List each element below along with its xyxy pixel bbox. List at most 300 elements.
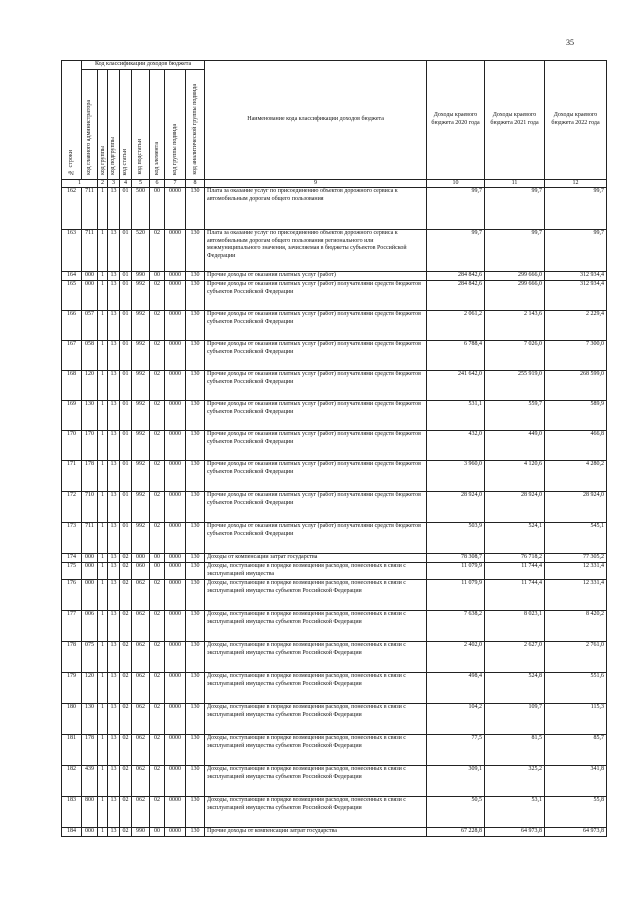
code-group: 1 [98,341,108,371]
row-number: 168 [62,371,82,401]
revenue-name: Прочие доходы от оказания платных услуг (работ) получателями средств бюджетов субъектов Российской Федерации [205,341,427,371]
code-analytic-group: 130 [186,704,205,735]
amount-2021: 8 023,1 [485,611,545,642]
amount-2021: 2 143,6 [485,311,545,341]
code-admin: 006 [82,611,98,642]
code-element: 02 [150,230,165,272]
row-number: 169 [62,401,82,431]
header-code-element: код элемента [150,69,165,179]
amount-2022: 55,8 [545,797,607,828]
code-subgroup: 13 [108,580,120,611]
amount-2022: 115,3 [545,704,607,735]
amount-2021: 255 919,0 [485,371,545,401]
code-article: 01 [120,281,132,311]
code-group: 1 [98,580,108,611]
code-subarticle: 520 [132,230,150,272]
code-group: 1 [98,401,108,431]
amount-2022: 312 934,4 [545,281,607,311]
revenue-name: Доходы, поступающие в порядке возмещения расходов, понесенных в связи с эксплуатацией имущества субъектов Российской Федерации [205,580,427,611]
code-admin: 075 [82,642,98,673]
amount-2021: 449,0 [485,431,545,461]
column-number-row [62,179,607,188]
code-admin: 439 [82,766,98,797]
amount-2020: 99,7 [427,188,485,230]
revenue-name: Прочие доходы от оказания платных услуг (работ) получателями средств бюджетов субъектов Российской Федерации [205,523,427,554]
amount-2020: 77,5 [427,735,485,766]
code-article: 02 [120,735,132,766]
amount-2022: 341,8 [545,766,607,797]
code-analytic-group: 130 [186,797,205,828]
amount-2022: 2 229,4 [545,311,607,341]
header-year-2021: Доходы краевого бюджета 2021 года [485,61,545,180]
code-subtype-group: 0000 [165,611,186,642]
revenue-name: Прочие доходы от оказания платных услуг (работ) получателями средств бюджетов субъектов Российской Федерации [205,401,427,431]
amount-2021: 11 744,4 [485,580,545,611]
row-number: 173 [62,523,82,554]
code-subarticle: 992 [132,492,150,523]
code-admin: 178 [82,735,98,766]
revenue-name: Прочие доходы от оказания платных услуг (работ) получателями средств бюджетов субъектов Российской Федерации [205,311,427,341]
row-number: 172 [62,492,82,523]
code-element: 00 [150,828,165,837]
table-row [62,554,607,563]
column-number: 8 [186,179,205,188]
row-number: 184 [62,828,82,837]
code-element: 02 [150,461,165,492]
row-number: 170 [62,431,82,461]
code-article: 01 [120,431,132,461]
code-element: 02 [150,523,165,554]
code-analytic-group: 130 [186,735,205,766]
code-admin: 178 [82,461,98,492]
code-subgroup: 13 [108,828,120,837]
code-subgroup: 13 [108,188,120,230]
code-subtype-group: 0000 [165,735,186,766]
header-code-subgroup: код подгруппы [108,69,120,179]
code-analytic-group: 130 [186,341,205,371]
code-analytic-group: 130 [186,563,205,580]
amount-2021: 53,1 [485,797,545,828]
header-year-2022: Доходы краевого бюджета 2022 года [545,61,607,180]
column-number: 7 [165,179,186,188]
code-article: 02 [120,642,132,673]
code-subtype-group: 0000 [165,797,186,828]
revenue-name: Прочие доходы от оказания платных услуг (работ) получателями средств бюджетов субъектов Российской Федерации [205,461,427,492]
code-subgroup: 13 [108,492,120,523]
amount-2020: 241 642,0 [427,371,485,401]
code-analytic-group: 130 [186,828,205,837]
code-subarticle: 992 [132,281,150,311]
code-subarticle: 062 [132,673,150,704]
amount-2022: 2 761,0 [545,642,607,673]
code-analytic-group: 130 [186,311,205,341]
code-subtype-group: 0000 [165,554,186,563]
code-admin: 000 [82,563,98,580]
row-number: 182 [62,766,82,797]
amount-2021: 99,7 [485,230,545,272]
header-classification-group: Код классификации доходов бюджета [82,61,205,70]
code-group: 1 [98,523,108,554]
row-number: 163 [62,230,82,272]
code-admin: 000 [82,828,98,837]
amount-2021: 524,8 [485,673,545,704]
table-row [62,281,607,311]
code-admin: 130 [82,401,98,431]
code-group: 1 [98,797,108,828]
row-number: 177 [62,611,82,642]
amount-2022: 77 305,2 [545,554,607,563]
header-code-subtype-group: код группы подвида [165,69,186,179]
header-code-article: код статьи [120,69,132,179]
code-article: 02 [120,563,132,580]
revenue-name: Доходы, поступающие в порядке возмещения расходов, понесенных в связи с эксплуатацией имущества субъектов Российской Федерации [205,673,427,704]
code-subarticle: 062 [132,580,150,611]
code-subarticle: 000 [132,554,150,563]
code-element: 02 [150,431,165,461]
code-article: 02 [120,766,132,797]
code-article: 01 [120,492,132,523]
code-admin: 000 [82,554,98,563]
code-subgroup: 13 [108,797,120,828]
revenue-name: Плата за оказание услуг по присоединению объектов дорожного сервиса к автомобильным дорогам общего пользования [205,188,427,230]
code-subtype-group: 0000 [165,492,186,523]
header-name: Наименование кода классификации доходов бюджета [205,61,427,180]
code-admin: 710 [82,492,98,523]
code-element: 02 [150,797,165,828]
code-group: 1 [98,766,108,797]
amount-2022: 12 331,4 [545,563,607,580]
code-element: 00 [150,188,165,230]
code-subarticle: 062 [132,611,150,642]
code-article: 02 [120,580,132,611]
code-analytic-group: 130 [186,431,205,461]
code-subtype-group: 0000 [165,642,186,673]
code-subarticle: 062 [132,704,150,735]
column-number: 12 [545,179,607,188]
code-article: 02 [120,611,132,642]
code-subgroup: 13 [108,272,120,281]
code-element: 02 [150,492,165,523]
table-row [62,704,607,735]
amount-2022: 12 331,4 [545,580,607,611]
code-admin: 800 [82,797,98,828]
amount-2020: 284 842,6 [427,272,485,281]
code-group: 1 [98,461,108,492]
row-number: 180 [62,704,82,735]
code-subtype-group: 0000 [165,673,186,704]
column-number: 5 [132,179,150,188]
header-row-number: № строки [62,61,82,180]
revenue-name: Прочие доходы от оказания платных услуг (работ) получателями средств бюджетов субъектов Российской Федерации [205,281,427,311]
code-subtype-group: 0000 [165,401,186,431]
code-article: 01 [120,523,132,554]
table-row [62,341,607,371]
revenue-name: Доходы, поступающие в порядке возмещения расходов, понесенных в связи с эксплуатацией имущества [205,563,427,580]
code-element: 02 [150,766,165,797]
code-element: 02 [150,735,165,766]
code-subgroup: 13 [108,431,120,461]
code-subgroup: 13 [108,311,120,341]
code-subtype-group: 0000 [165,188,186,230]
code-subgroup: 13 [108,766,120,797]
row-number: 179 [62,673,82,704]
code-group: 1 [98,673,108,704]
table-row [62,311,607,341]
row-number: 174 [62,554,82,563]
code-subgroup: 13 [108,704,120,735]
row-number: 171 [62,461,82,492]
column-number: 11 [485,179,545,188]
code-admin: 170 [82,431,98,461]
revenue-name: Доходы, поступающие в порядке возмещения расходов, понесенных в связи с эксплуатацией имущества субъектов Российской Федерации [205,766,427,797]
code-element: 00 [150,563,165,580]
column-number: 9 [205,179,427,188]
amount-2021: 559,7 [485,401,545,431]
code-admin: 000 [82,272,98,281]
table-row [62,611,607,642]
amount-2020: 503,9 [427,523,485,554]
row-number: 165 [62,281,82,311]
code-analytic-group: 130 [186,554,205,563]
code-element: 02 [150,311,165,341]
table-row [62,580,607,611]
code-subarticle: 062 [132,766,150,797]
table-row [62,523,607,554]
revenue-name: Доходы, поступающие в порядке возмещения расходов, понесенных в связи с эксплуатацией имущества субъектов Российской Федерации [205,735,427,766]
amount-2022: 99,7 [545,188,607,230]
code-analytic-group: 130 [186,642,205,673]
amount-2021: 81,5 [485,735,545,766]
code-group: 1 [98,281,108,311]
amount-2021: 2 627,0 [485,642,545,673]
code-subtype-group: 0000 [165,828,186,837]
amount-2021: 4 120,6 [485,461,545,492]
code-admin: 000 [82,281,98,311]
code-article: 01 [120,461,132,492]
code-analytic-group: 130 [186,461,205,492]
code-article: 01 [120,341,132,371]
table-row [62,642,607,673]
revenue-name: Прочие доходы от оказания платных услуг (работ) получателями средств бюджетов субъектов Российской Федерации [205,371,427,401]
code-analytic-group: 130 [186,188,205,230]
revenue-name: Доходы, поступающие в порядке возмещения расходов, понесенных в связи с эксплуатацией имущества субъектов Российской Федерации [205,642,427,673]
column-number: 6 [150,179,165,188]
amount-2020: 11 079,9 [427,563,485,580]
code-subarticle: 992 [132,401,150,431]
code-admin: 711 [82,230,98,272]
revenue-name: Прочие доходы от оказания платных услуг (работ) получателями средств бюджетов субъектов Российской Федерации [205,492,427,523]
code-subarticle: 062 [132,642,150,673]
code-analytic-group: 130 [186,611,205,642]
table-row [62,766,607,797]
code-subtype-group: 0000 [165,563,186,580]
code-admin: 120 [82,371,98,401]
code-subtype-group: 0000 [165,523,186,554]
code-analytic-group: 130 [186,492,205,523]
code-analytic-group: 130 [186,523,205,554]
code-element: 02 [150,401,165,431]
revenue-name: Прочие доходы от оказания платных услуг (работ) получателями средств бюджетов субъектов Российской Федерации [205,431,427,461]
code-article: 02 [120,797,132,828]
code-subgroup: 13 [108,673,120,704]
code-element: 00 [150,554,165,563]
amount-2021: 299 666,0 [485,272,545,281]
row-number: 181 [62,735,82,766]
code-analytic-group: 130 [186,230,205,272]
code-group: 1 [98,492,108,523]
code-element: 02 [150,704,165,735]
code-subarticle: 062 [132,735,150,766]
code-element: 00 [150,272,165,281]
row-number: 162 [62,188,82,230]
amount-2020: 309,1 [427,766,485,797]
amount-2022: 312 934,4 [545,272,607,281]
amount-2020: 7 638,2 [427,611,485,642]
code-group: 1 [98,704,108,735]
code-admin: 711 [82,523,98,554]
amount-2022: 7 300,0 [545,341,607,371]
code-subarticle: 990 [132,828,150,837]
code-article: 01 [120,188,132,230]
amount-2020: 28 924,0 [427,492,485,523]
budget-revenue-table [61,60,607,837]
amount-2020: 78 308,7 [427,554,485,563]
code-analytic-group: 130 [186,281,205,311]
amount-2022: 85,7 [545,735,607,766]
code-subarticle: 992 [132,311,150,341]
amount-2022: 99,7 [545,230,607,272]
amount-2020: 498,4 [427,673,485,704]
code-group: 1 [98,611,108,642]
code-admin: 000 [82,580,98,611]
code-article: 01 [120,311,132,341]
revenue-name: Доходы, поступающие в порядке возмещения расходов, понесенных в связи с эксплуатацией имущества субъектов Российской Федерации [205,797,427,828]
code-group: 1 [98,642,108,673]
code-group: 1 [98,371,108,401]
code-analytic-group: 130 [186,401,205,431]
revenue-name: Плата за оказание услуг по присоединению объектов дорожного сервиса к автомобильным дорогам общего пользования регионального или межмуниципального значения, зачисляемая в бюджеты субъектов Российской Федерации [205,230,427,272]
code-element: 02 [150,580,165,611]
table-body [62,188,607,837]
code-admin: 120 [82,673,98,704]
code-subtype-group: 0000 [165,311,186,341]
amount-2021: 99,7 [485,188,545,230]
code-admin: 711 [82,188,98,230]
amount-2021: 76 718,2 [485,554,545,563]
code-article: 02 [120,673,132,704]
column-number: 2 [98,179,108,188]
code-group: 1 [98,554,108,563]
code-subarticle: 992 [132,341,150,371]
amount-2020: 104,2 [427,704,485,735]
code-group: 1 [98,431,108,461]
code-subarticle: 992 [132,371,150,401]
code-subarticle: 992 [132,461,150,492]
code-subarticle: 060 [132,563,150,580]
row-number: 178 [62,642,82,673]
row-number: 183 [62,797,82,828]
amount-2022: 466,8 [545,431,607,461]
amount-2020: 99,7 [427,230,485,272]
amount-2020: 284 842,6 [427,281,485,311]
amount-2020: 2 061,2 [427,311,485,341]
amount-2020: 6 788,4 [427,341,485,371]
code-element: 02 [150,371,165,401]
code-group: 1 [98,828,108,837]
column-number: 3 [108,179,120,188]
revenue-name: Доходы от компенсации затрат государства [205,554,427,563]
revenue-name: Доходы, поступающие в порядке возмещения расходов, понесенных в связи с эксплуатацией имущества субъектов Российской Федерации [205,704,427,735]
revenue-name: Прочие доходы от оказания платных услуг (работ) [205,272,427,281]
code-subtype-group: 0000 [165,281,186,311]
code-analytic-group: 130 [186,272,205,281]
code-group: 1 [98,230,108,272]
code-admin: 057 [82,311,98,341]
code-article: 02 [120,554,132,563]
table-row [62,828,607,837]
amount-2020: 67 228,8 [427,828,485,837]
code-analytic-group: 130 [186,580,205,611]
code-article: 01 [120,230,132,272]
code-subtype-group: 0000 [165,766,186,797]
table-row [62,272,607,281]
amount-2020: 531,1 [427,401,485,431]
code-group: 1 [98,311,108,341]
code-subgroup: 13 [108,401,120,431]
code-group: 1 [98,735,108,766]
code-subtype-group: 0000 [165,341,186,371]
code-subgroup: 13 [108,554,120,563]
column-number: 10 [427,179,485,188]
amount-2022: 268 599,0 [545,371,607,401]
table-row [62,431,607,461]
header-code-subarticle: код подстатьи [132,69,150,179]
code-analytic-group: 130 [186,766,205,797]
amount-2022: 4 280,2 [545,461,607,492]
code-subarticle: 992 [132,431,150,461]
code-subtype-group: 0000 [165,371,186,401]
amount-2021: 28 924,0 [485,492,545,523]
code-subtype-group: 0000 [165,704,186,735]
code-analytic-group: 130 [186,371,205,401]
amount-2022: 589,9 [545,401,607,431]
amount-2022: 28 924,0 [545,492,607,523]
code-subarticle: 062 [132,797,150,828]
table-row [62,797,607,828]
table-row [62,461,607,492]
header-code-group: код группы [98,69,108,179]
code-subgroup: 13 [108,611,120,642]
row-number: 167 [62,341,82,371]
code-subtype-group: 0000 [165,230,186,272]
revenue-name: Доходы, поступающие в порядке возмещения расходов, понесенных в связи с эксплуатацией имущества субъектов Российской Федерации [205,611,427,642]
code-admin: 058 [82,341,98,371]
code-admin: 130 [82,704,98,735]
amount-2022: 64 973,8 [545,828,607,837]
code-element: 02 [150,673,165,704]
code-subgroup: 13 [108,523,120,554]
amount-2020: 2 402,0 [427,642,485,673]
code-group: 1 [98,188,108,230]
table-row [62,492,607,523]
amount-2021: 524,1 [485,523,545,554]
amount-2021: 11 744,4 [485,563,545,580]
code-subgroup: 13 [108,461,120,492]
table-row [62,230,607,272]
revenue-name: Прочие доходы от компенсации затрат государства [205,828,427,837]
code-subgroup: 13 [108,563,120,580]
code-subarticle: 990 [132,272,150,281]
